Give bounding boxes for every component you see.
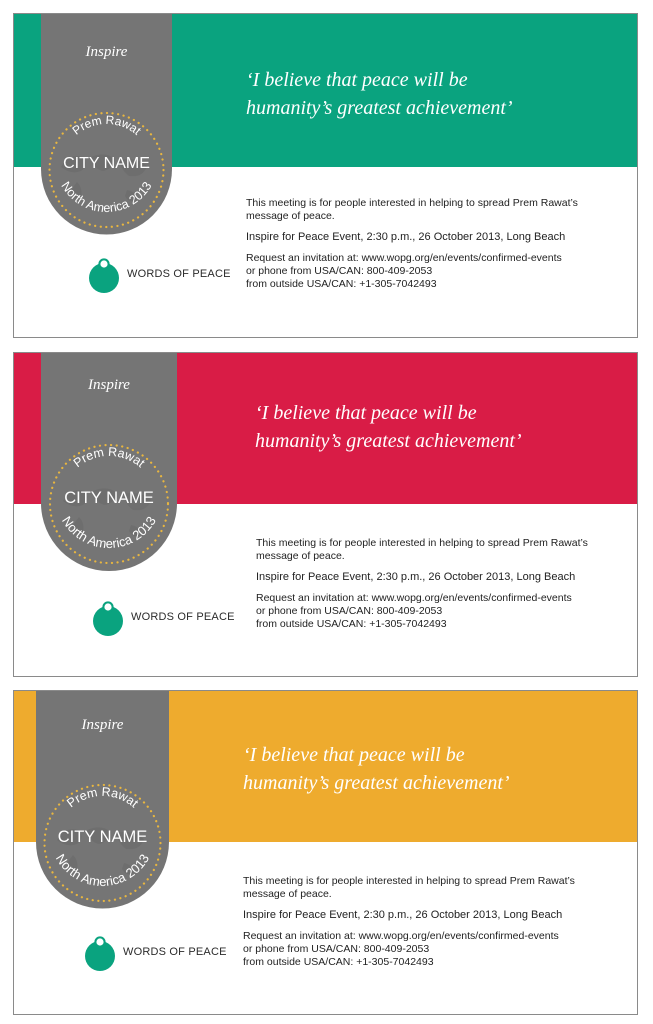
contact-line-3: from outside USA/CAN: +1-305-7042493 [246, 278, 437, 290]
quote-line-2: humanity’s greatest achievement’ [246, 97, 513, 119]
city-name: CITY NAME [63, 155, 150, 172]
intro-line-1: This meeting is for people interested in helping to spread Prem Rawat’s [256, 537, 588, 549]
intro-line-1: This meeting is for people interested in helping to spread Prem Rawat’s [243, 875, 575, 887]
quote [246, 66, 513, 122]
tagline-line-1: Inspire [85, 44, 128, 60]
intro-line-2: message of peace. [256, 550, 345, 562]
words-of-peace-mark-icon [87, 258, 121, 294]
quote [255, 399, 522, 455]
event-info [243, 875, 575, 977]
logo-text: WORDS OF PEACE [131, 611, 235, 623]
contact-line-1: Request an invitation at: www.wopg.org/en/events/confirmed-events [246, 252, 562, 264]
quote-line-1: ‘I believe that peace will be [255, 402, 477, 424]
invitation-card-orange [13, 690, 638, 1015]
event-info [246, 197, 578, 299]
logo-text: WORDS OF PEACE [127, 268, 231, 280]
tagline-line-1: Inspire [81, 717, 124, 733]
invitation-card-red [13, 352, 638, 677]
contact-line-2: or phone from USA/CAN: 800-409-2053 [246, 265, 433, 277]
event-info [256, 537, 588, 639]
arc-top-text: Prem Rawat [64, 784, 142, 811]
intro-line-2: message of peace. [246, 210, 335, 222]
contact-line-3: from outside USA/CAN: +1-305-7042493 [256, 618, 447, 630]
event-details: Inspire for Peace Event, 2:30 p.m., 26 October 2013, Long Beach [246, 231, 566, 243]
intro-line-2: message of peace. [243, 888, 332, 900]
quote-line-1: ‘I believe that peace will be [246, 69, 468, 91]
intro-line-1: This meeting is for people interested in helping to spread Prem Rawat’s [246, 197, 578, 209]
city-medal [41, 393, 177, 571]
arc-bottom-text: North America 2013 [58, 179, 155, 216]
city-medal [36, 733, 169, 909]
event-details: Inspire for Peace Event, 2:30 p.m., 26 October 2013, Long Beach [256, 571, 576, 583]
contact-line-2: or phone from USA/CAN: 800-409-2053 [243, 943, 430, 955]
contact-line-1: Request an invitation at: www.wopg.org/en/events/confirmed-events [243, 930, 559, 942]
arc-bottom-text: North America 2013 [52, 851, 153, 890]
city-name: CITY NAME [64, 489, 154, 507]
quote-line-2: humanity’s greatest achievement’ [243, 772, 510, 794]
arc-bottom-text: North America 2013 [59, 513, 159, 552]
contact-line-3: from outside USA/CAN: +1-305-7042493 [243, 956, 434, 968]
city-name: CITY NAME [57, 828, 148, 846]
logo-text: WORDS OF PEACE [123, 946, 227, 958]
quote-line-1: ‘I believe that peace will be [243, 744, 465, 766]
tagline-line-1: Inspire [88, 377, 130, 393]
quote-line-2: humanity’s greatest achievement’ [255, 430, 522, 452]
arc-top-text: Prem Rawat [70, 444, 148, 471]
contact-line-2: or phone from USA/CAN: 800-409-2053 [256, 605, 443, 617]
words-of-peace-mark-icon [83, 936, 117, 972]
arc-top-text: Prem Rawat [69, 112, 144, 138]
invitation-card-green [13, 13, 638, 338]
event-details: Inspire for Peace Event, 2:30 p.m., 26 October 2013, Long Beach [243, 909, 563, 921]
quote [243, 741, 510, 797]
words-of-peace-mark-icon [91, 601, 125, 637]
city-medal [41, 62, 172, 235]
contact-line-1: Request an invitation at: www.wopg.org/en/events/confirmed-events [256, 592, 572, 604]
